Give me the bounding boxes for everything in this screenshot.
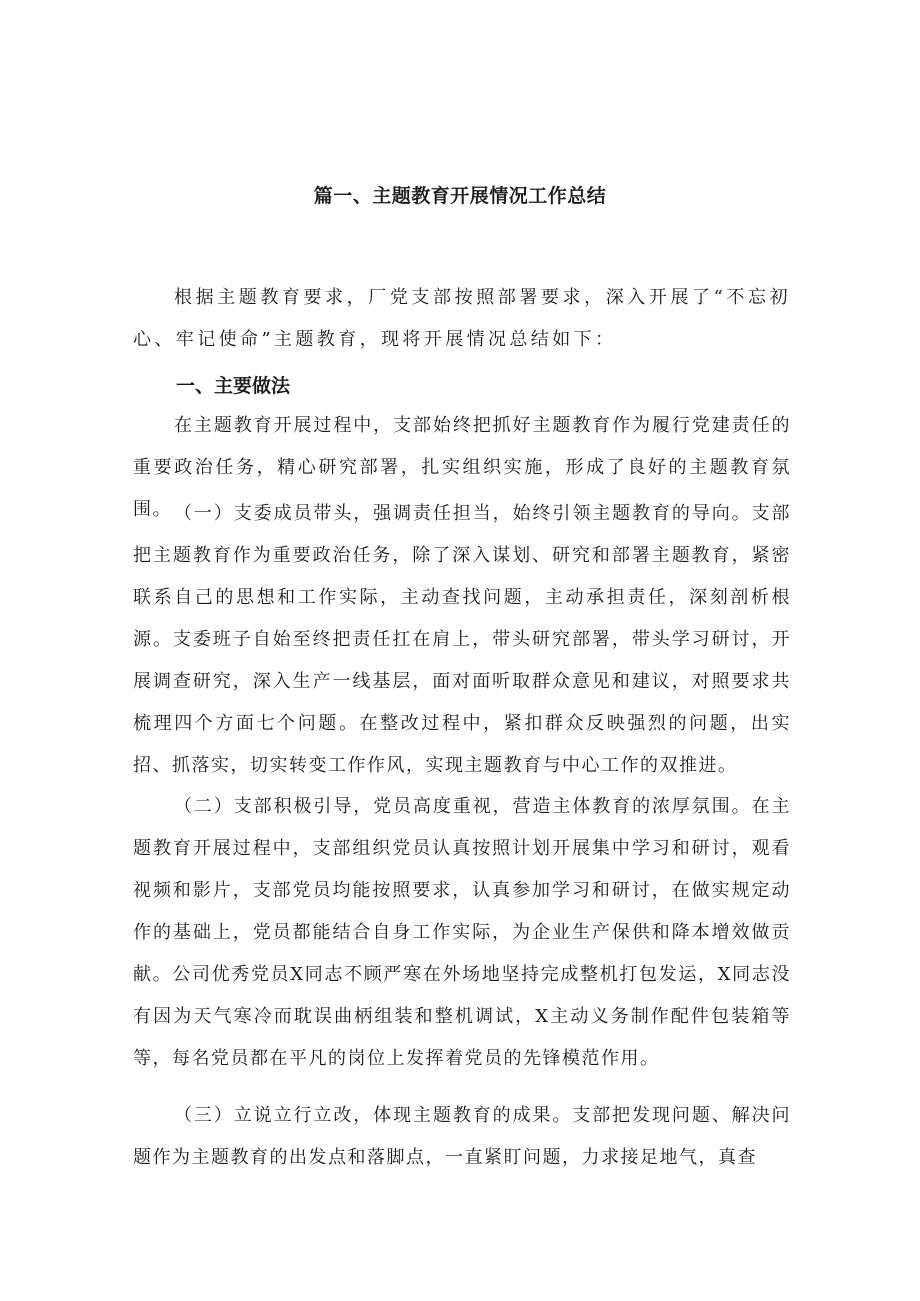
document-title: 篇一、主题教育开展情况工作总结 [313, 185, 607, 207]
body-paragraph-item-2: （二）支部积极引导，党员高度重视，营造主体教育的浓厚氛围。在主题教育开展过程中，支部组织党员认真按照计划开展集中学习和研讨，观看视频和影片，支部党员均能按照要求，认真参加学习和研讨，在做实规定动作的基础上，党员都能结合自身工作实际，为企业生产保供和降本增效做贡献。公司优秀党员X同志不顾严寒在外场地坚持完成整机打包发运，X同志没有因为天气寒冷而耽误曲柄组装和整机调试，X主动义务制作配件包装箱等等，每名党员都在平凡的岗位上发挥着党员的先锋模范作用。 [133, 796, 791, 1069]
body-paragraph-item-3: （三）立说立行立改，体现主题教育的成果。支部把发现问题、解决问题作为主题教育的出发点和落脚点，一直紧盯问题，力求接足地气，真查 [133, 1105, 791, 1168]
body-paragraph-overview: 在主题教育开展过程中，支部始终把抓好主题教育作为履行党建责任的重要政治任务，精心研究部署，扎实组织实施，形成了良好的主题教育氛围。 [133, 415, 791, 520]
body-paragraph-item-1: （一）支委成员带头，强调责任担当，始终引领主题教育的导向。支部把主题教育作为重要政治任务，除了深入谋划、研究和部署主题教育，紧密联系自己的思想和工作实际，主动查找问题，主动承担责任，深刻剖析根源。支委班子自始至终把责任扛在肩上，带头研究部署，带头学习研讨，开展调查研究，深入生产一线基层，面对面听取群众意见和建议，对照要求共梳理四个方面七个问题。在整改过程中，紧扣群众反映强烈的问题，出实招、抓落实，切实转变工作作风，实现主题教育与中心工作的双推进。 [133, 503, 791, 776]
intro-paragraph: 根据主题教育要求，厂党支部按照部署要求，深入开展了“不忘初心、牢记使命”主题教育，现将开展情况总结如下： [133, 287, 791, 350]
section-heading-main-practices: 一、主要做法 [176, 375, 291, 397]
